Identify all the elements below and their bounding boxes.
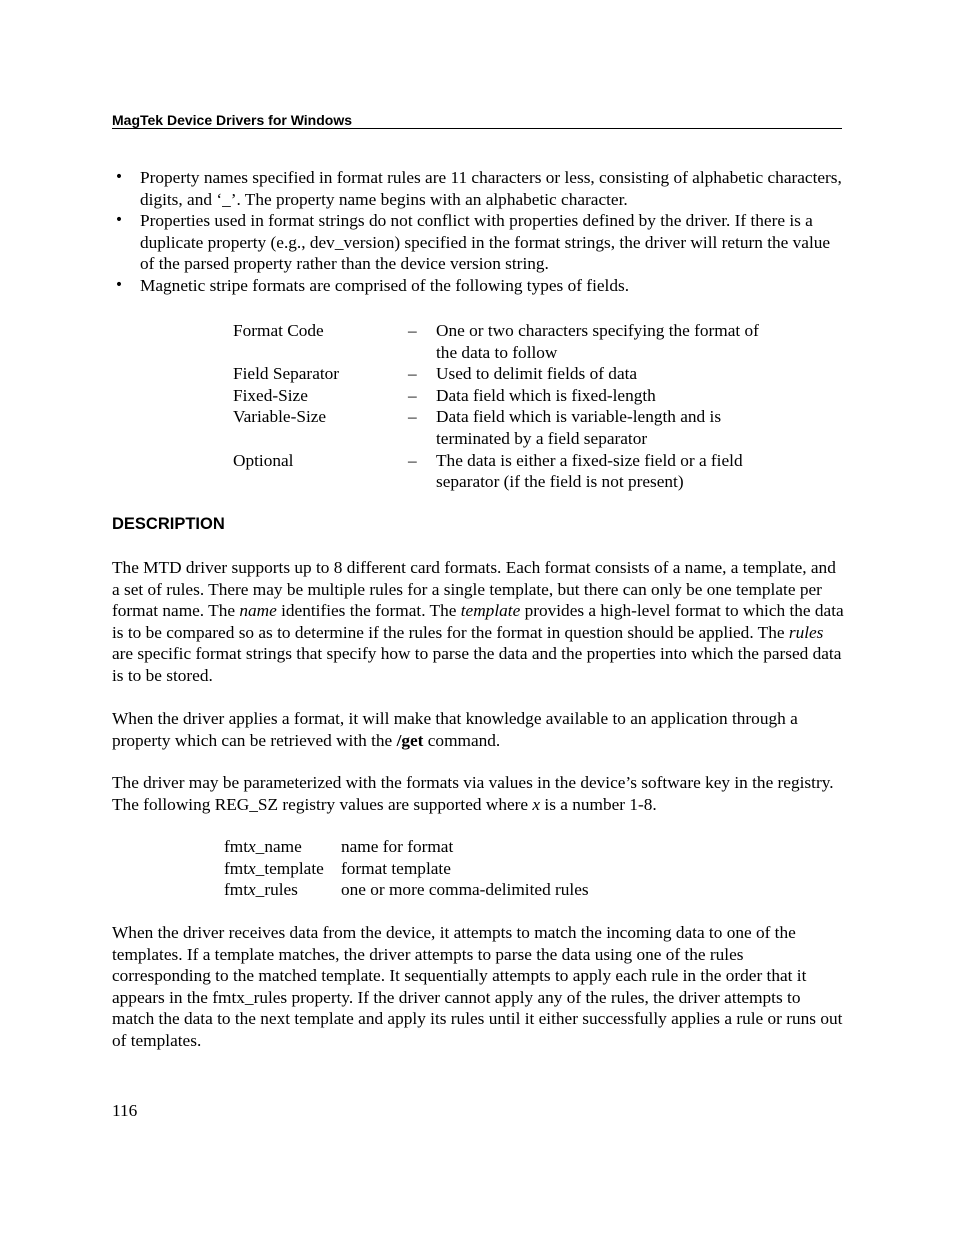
field-type-name: Field Separator — [233, 364, 340, 384]
registry-row — [224, 858, 589, 880]
field-type-desc: Used to delimit fields of data — [436, 364, 638, 384]
registry-name: fmtx_template — [224, 858, 324, 878]
variable-x: x — [532, 794, 541, 814]
bullet-icon: • — [114, 276, 124, 293]
field-type-row — [233, 363, 793, 385]
registry-desc: one or more comma-delimited rules — [341, 880, 589, 900]
field-type-row — [233, 406, 793, 449]
field-type-dash: – — [408, 385, 417, 405]
field-type-row — [233, 450, 793, 493]
text-run: identifies the format. The — [276, 601, 461, 621]
text-run: The MTD driver supports up to 8 different card formats. Each format consists of a name, a template, and a set of rules. There may be multiple rules for a single template, but there can only be one template per format name. The — [112, 558, 836, 621]
text-run: provides a high-level format to which the data is to be compared so as to determine if the rules for the format in question should be applied. The — [112, 601, 844, 642]
section-heading: DESCRIPTION — [112, 515, 225, 533]
registry-values-table — [224, 836, 589, 901]
bullet-text: Magnetic stripe formats are comprised of the following types of fields. — [140, 275, 630, 295]
paragraph-formats — [112, 557, 844, 687]
command-get: /get — [396, 730, 424, 750]
bullet-item — [112, 167, 842, 210]
text-run: command. — [423, 730, 501, 750]
field-type-dash: – — [408, 364, 417, 384]
bullet-icon: • — [114, 169, 124, 185]
field-type-desc: Data field which is variable-length and is terminated by a field separator — [436, 407, 722, 448]
field-types-table — [233, 320, 793, 493]
field-type-desc: The data is either a fixed-size field or a field separator (if the field is not present) — [436, 450, 743, 492]
bullet-item — [112, 275, 842, 297]
text-run: The driver may be parameterized with the formats via values in the device’s software key in the registry. The following REG_SZ registry values are supported where — [112, 773, 834, 814]
text-run: When the driver applies a format, it will make that knowledge available to an application through a property which can be retrieved with the — [112, 709, 798, 750]
emphasis-name: name — [239, 601, 277, 621]
running-header — [112, 112, 842, 129]
paragraph-matching: When the driver receives data from the device, it attempts to match the incoming data to one of the templates. If a template matches, the driver attempts to parse the data using one of the rules corresponding to the matched template. It sequentially attempts to apply each rule in the order that it appears in the fmtx_rules property. If the driver cannot apply any of the rules, the driver attempts to match the data to the next template and apply its rules until it either successfully applies a rule or runs out of templates. — [112, 923, 843, 1050]
bullet-icon: • — [114, 212, 124, 229]
field-type-row — [233, 320, 793, 363]
paragraph-apply — [112, 708, 844, 751]
field-type-dash: – — [408, 407, 417, 427]
bullet-text: Property names specified in format rules are 11 characters or less, consisting of alphabetic characters, digits, and ‘_’. The property name begins with an alphabetic character. — [140, 168, 842, 209]
header-title: MagTek Device Drivers for Windows — [112, 112, 353, 128]
field-type-dash: – — [408, 450, 417, 470]
field-type-name: Format Code — [233, 321, 324, 340]
registry-row — [224, 879, 589, 901]
registry-desc: name for format — [341, 837, 454, 856]
registry-name: fmtx_rules — [224, 880, 298, 900]
page-number: 116 — [112, 1101, 138, 1120]
text-run: is a number 1-8. — [540, 794, 657, 814]
field-type-row — [233, 385, 793, 407]
emphasis-rules: rules — [788, 622, 824, 642]
paragraph-registry — [112, 772, 844, 815]
field-type-name: Optional — [233, 450, 294, 470]
registry-desc: format template — [341, 858, 451, 878]
bullet-list — [112, 167, 842, 297]
field-type-desc: One or two characters specifying the format of the data to follow — [436, 321, 759, 362]
bullet-item — [112, 210, 842, 275]
registry-row — [224, 836, 589, 858]
bullet-text: Properties used in format strings do not conflict with properties defined by the driver. If there is a duplicate property (e.g., dev_version) specified in the format strings, the driver will return the value of the parsed property rather than the device version string. — [140, 211, 831, 274]
field-type-name: Variable-Size — [233, 407, 327, 427]
field-type-dash: – — [408, 321, 417, 340]
emphasis-template: template — [460, 601, 521, 621]
registry-name: fmtx_name — [224, 837, 302, 856]
text-run: are specific format strings that specify how to parse the data and the properties into which the parsed data is to be stored. — [112, 644, 842, 685]
field-type-name: Fixed-Size — [233, 385, 308, 405]
field-type-desc: Data field which is fixed-length — [436, 385, 656, 405]
